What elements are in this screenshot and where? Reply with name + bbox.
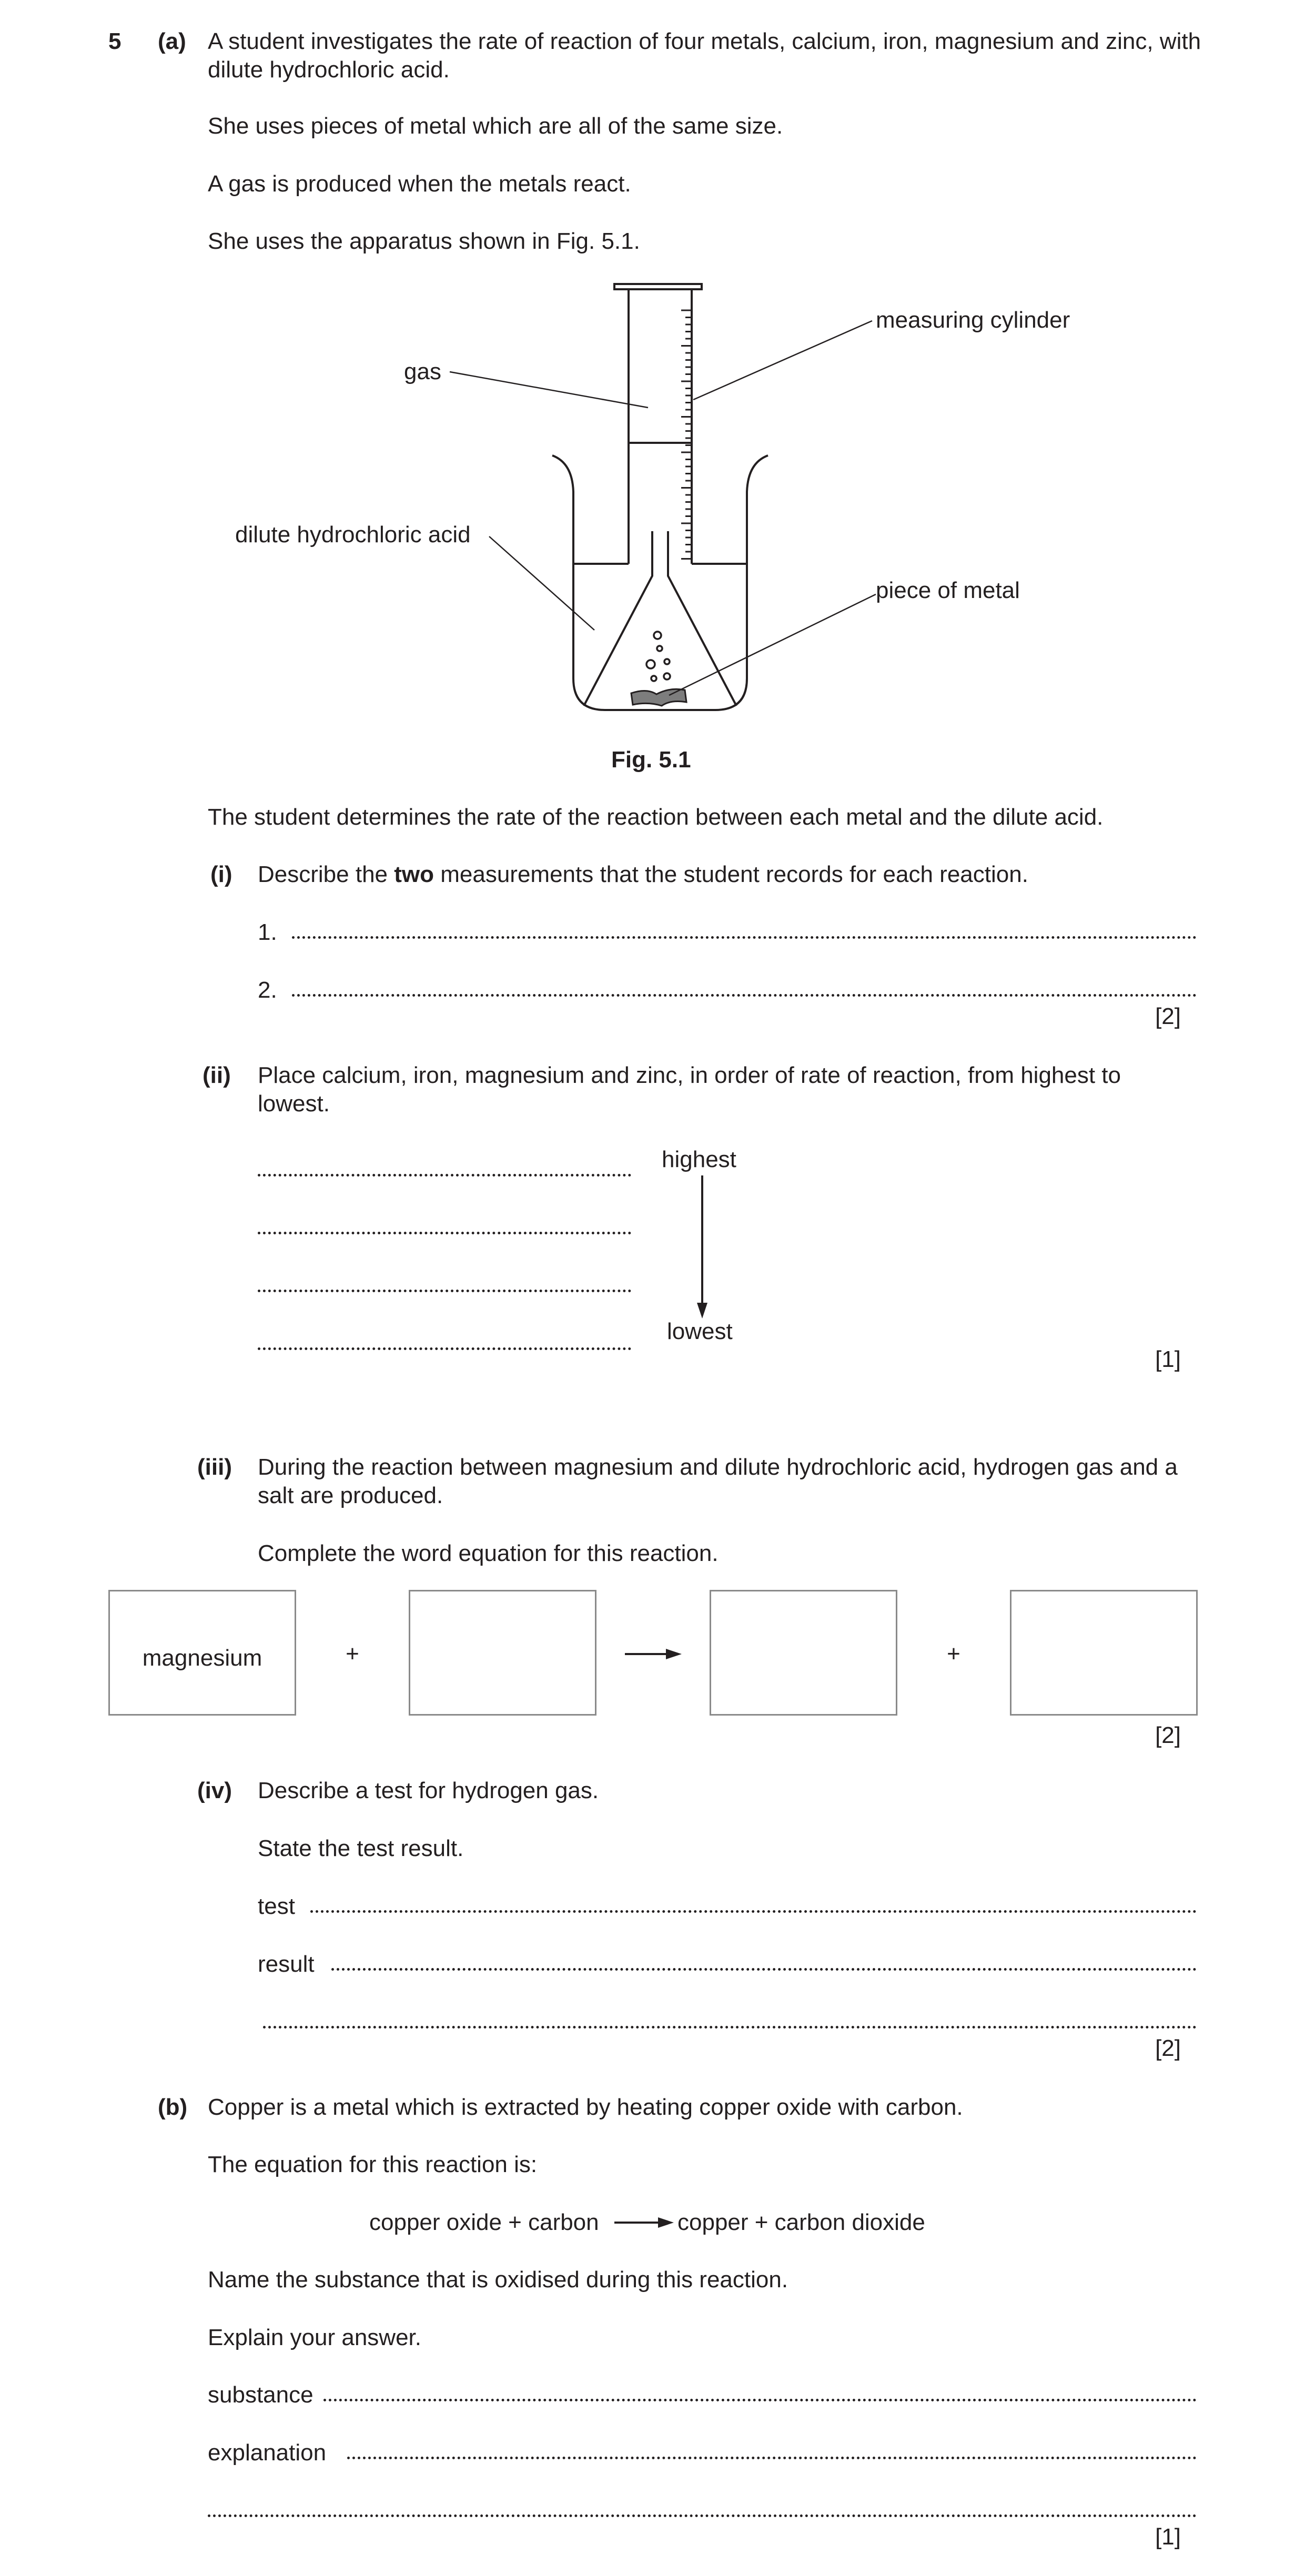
equation-plus-2: + [947, 1641, 960, 1667]
gas-leader [450, 372, 648, 408]
test-label: test [258, 1893, 295, 1919]
order-line-1[interactable] [258, 1174, 631, 1177]
part-iii-label: (iii) [197, 1454, 232, 1480]
part-iv-text: Describe a test for hydrogen gas. [258, 1778, 599, 1803]
part-i-answer-line-2[interactable] [292, 994, 1197, 997]
part-iii-marks: [2] [1155, 1722, 1181, 1748]
part-b-equation-intro: The equation for this reaction is: [208, 2152, 538, 2177]
highest-label: highest [662, 1147, 736, 1172]
substance-label: substance [208, 2382, 313, 2408]
funnel [584, 531, 736, 706]
part-a-label: (a) [158, 28, 186, 54]
part-b-marks: [1] [1155, 2524, 1181, 2550]
acid-leader [489, 536, 594, 630]
part-i-text: Describe the two measurements that the student records for each reaction. [258, 861, 1028, 887]
cylinder-leader [693, 321, 872, 400]
equation-box-product-2[interactable] [1010, 1590, 1198, 1716]
apparatus-diagram [0, 0, 1305, 747]
substance-answer-line[interactable] [323, 2399, 1197, 2401]
equation-arrow [625, 1646, 683, 1662]
part-ii-label: (ii) [203, 1062, 231, 1088]
test-answer-line[interactable] [310, 1910, 1197, 1913]
part-i-marks: [2] [1155, 1003, 1181, 1029]
figure-caption: Fig. 5.1 [611, 747, 691, 773]
order-line-2[interactable] [258, 1232, 631, 1234]
label-metal: piece of metal [876, 577, 1020, 603]
result-answer-line-2[interactable] [263, 2026, 1197, 2029]
part-ii-text: Place calcium, iron, magnesium and zinc, in order of rate of reaction, from highest to lowest. [258, 1062, 1121, 1117]
part-b-equation-arrow [614, 2215, 675, 2230]
part-b-equation-right: copper + carbon dioxide [677, 2209, 925, 2235]
order-line-3[interactable] [258, 1290, 631, 1292]
equation-plus-1: + [346, 1641, 359, 1667]
part-i-answer-line-1[interactable] [292, 936, 1197, 939]
part-a-intro-4: She uses the apparatus shown in Fig. 5.1. [208, 228, 640, 254]
explanation-label: explanation [208, 2440, 327, 2466]
part-i-label: (i) [210, 861, 232, 887]
part-iv-instruction: State the test result. [258, 1835, 464, 1861]
equation-box-magnesium-text: magnesium [142, 1645, 262, 1671]
part-iv-marks: [2] [1155, 2035, 1181, 2061]
equation-box-product-1[interactable] [710, 1590, 897, 1716]
lowest-label: lowest [667, 1319, 733, 1344]
part-ii-marks: [1] [1155, 1346, 1181, 1372]
label-measuring-cylinder: measuring cylinder [876, 307, 1070, 333]
part-a-intro-3: A gas is produced when the metals react. [208, 171, 631, 197]
question-number: 5 [108, 28, 122, 54]
order-arrow [694, 1175, 710, 1320]
part-a-intro-1: A student investigates the rate of reaction of four metals, calcium, iron, magnesium and zinc, with dilute hydrochloric acid. [208, 28, 1201, 83]
part-iv-label: (iv) [197, 1778, 232, 1803]
result-answer-line[interactable] [331, 1968, 1197, 1971]
cylinder-top-rim [614, 284, 702, 289]
equation-box-reactant-2[interactable] [409, 1590, 596, 1716]
part-iii-text: During the reaction between magnesium and dilute hydrochloric acid, hydrogen gas and a salt are produced. [258, 1454, 1178, 1508]
label-gas: gas [404, 359, 441, 384]
explanation-answer-line-2[interactable] [208, 2514, 1197, 2517]
part-i-line-1-number: 1. [258, 919, 277, 945]
gas-bubbles [646, 632, 670, 681]
label-acid: dilute hydrochloric acid [235, 522, 471, 547]
result-label: result [258, 1951, 315, 1977]
part-b-equation-left: copper oxide + carbon [369, 2209, 599, 2235]
explanation-answer-line[interactable] [347, 2457, 1197, 2459]
part-b-label: (b) [158, 2094, 188, 2120]
metal-piece [631, 689, 686, 706]
part-b-text: Copper is a metal which is extracted by heating copper oxide with carbon. [208, 2094, 963, 2120]
part-i-line-2-number: 2. [258, 977, 277, 1003]
beaker [552, 455, 768, 710]
order-line-4[interactable] [258, 1347, 631, 1350]
metal-leader [669, 594, 876, 695]
part-b-instruction-1: Name the substance that is oxidised during this reaction. [208, 2267, 788, 2293]
part-a-statement: The student determines the rate of the reaction between each metal and the dilute acid. [208, 804, 1104, 830]
part-a-intro-2: She uses pieces of metal which are all of the same size. [208, 113, 783, 139]
part-b-instruction-2: Explain your answer. [208, 2325, 421, 2350]
equation-box-magnesium [108, 1590, 296, 1716]
part-iii-instruction: Complete the word equation for this reaction. [258, 1540, 719, 1566]
